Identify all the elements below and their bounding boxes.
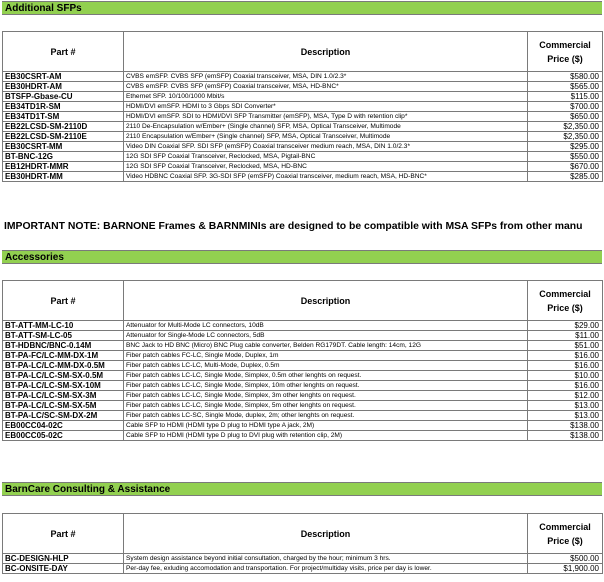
description-cell: 12G SDI SFP Coaxial Transceiver, Reclocked, MSA, HD-BNC: [124, 162, 528, 172]
price-cell: $670.00: [528, 162, 603, 172]
price-cell: $580.00: [528, 72, 603, 82]
description-cell: Video DIN Coaxial SFP. SDI SFP (emSFP) Coaxial transceiver medium reach, MSA, DIN 1.0/2.3*: [124, 142, 528, 152]
price-cell: $285.00: [528, 172, 603, 182]
description-cell: System design assistance beyond initial consultation, charged by the hour; minimum 3 hrs.: [124, 554, 528, 564]
description-cell: Video HDBNC Coaxial SFP. 3G-SDI SFP (emSFP) Coaxial transceiver, medium reach, MSA, HD-BNC*: [124, 172, 528, 182]
table-row: [3, 102, 603, 112]
table-row: [3, 361, 603, 371]
description-cell: 2110 De-Encapsulation w/Ember+ (Single channel) SFP, MSA, Optical Transceiver, Multimode: [124, 122, 528, 132]
column-header-price: Commercial Price ($): [528, 281, 603, 321]
part-number-cell: EB30CSRT-MM: [3, 142, 124, 152]
column-header-price: Commercial Price ($): [528, 32, 603, 72]
part-number-cell: BC-ONSITE-DAY: [3, 564, 124, 574]
part-number-cell: EB22LCSD-SM-2110E: [3, 132, 124, 142]
table-header-row: [3, 281, 603, 321]
price-cell: $13.00: [528, 411, 603, 421]
price-cell: $11.00: [528, 331, 603, 341]
description-cell: CVBS emSFP. CVBS SFP (emSFP) Coaxial transceiver, MSA, DIN 1.0/2.3*: [124, 72, 528, 82]
table-additional-sfps: [2, 31, 603, 182]
table-row: [3, 162, 603, 172]
part-number-cell: EB30CSRT-AM: [3, 72, 124, 82]
description-cell: Ethernet SFP. 10/100/1000 Mbit/s: [124, 92, 528, 102]
table-header-row: [3, 32, 603, 72]
table-row: [3, 351, 603, 361]
description-cell: Attenuator for Single-Mode LC connectors, 5dB: [124, 331, 528, 341]
price-cell: $565.00: [528, 82, 603, 92]
table-row: [3, 122, 603, 132]
description-cell: Fiber patch cables LC-SC, Single Mode, duplex, 2m; other lenghts on request.: [124, 411, 528, 421]
table-row: [3, 431, 603, 441]
description-cell: Per-day fee, exluding accomodation and transportation. For project/multiday visits, price per day is lower.: [124, 564, 528, 574]
description-cell: Fiber patch cables LC-LC, Single Mode, Simplex, 0.5m other lenghts on request.: [124, 371, 528, 381]
part-number-cell: BT-BNC-12G: [3, 152, 124, 162]
description-cell: Fiber patch cables LC-LC, Single Mode, Simplex, 3m other lenghts on request.: [124, 391, 528, 401]
description-cell: BNC Jack to HD BNC (Micro) BNC Plug cable converter, Belden RG179DT. Cable length: 14cm, 12G: [124, 341, 528, 351]
price-cell: $1,900.00: [528, 564, 603, 574]
column-header-part: Part #: [3, 514, 124, 554]
price-cell: $12.00: [528, 391, 603, 401]
column-header-price: Commercial Price ($): [528, 514, 603, 554]
description-cell: 2110 Encapsulation w/Ember+ (Single channel) SFP, MSA, Optical Transceiver, Multimode: [124, 132, 528, 142]
price-cell: $138.00: [528, 421, 603, 431]
important-note: IMPORTANT NOTE: BARNONE Frames & BARNMINIs are designed to be compatible with MSA SFPs from other manu: [4, 221, 583, 232]
table-row: [3, 331, 603, 341]
part-number-cell: EB30HDRT-MM: [3, 172, 124, 182]
description-cell: Fiber patch cables LC-LC, Single Mode, Simplex, 10m other lenghts on request.: [124, 381, 528, 391]
price-cell: $16.00: [528, 351, 603, 361]
table-row: [3, 142, 603, 152]
section-header-additional-sfps: Additional SFPs: [2, 1, 602, 15]
part-number-cell: BT-PA-LC/LC-SM-SX-10M: [3, 381, 124, 391]
price-cell: $2,350.00: [528, 132, 603, 142]
price-cell: $295.00: [528, 142, 603, 152]
price-cell: $16.00: [528, 361, 603, 371]
part-number-cell: BT-PA-LC/SC-SM-DX-2M: [3, 411, 124, 421]
description-cell: Fiber patch cables LC-LC, Multi-Mode, Duplex, 0.5m: [124, 361, 528, 371]
price-cell: $650.00: [528, 112, 603, 122]
column-header-description: Description: [124, 514, 528, 554]
price-cell: $138.00: [528, 431, 603, 441]
table-row: [3, 152, 603, 162]
part-number-cell: EB00CC05-02C: [3, 431, 124, 441]
description-cell: Attenuator for Multi-Mode LC connectors, 10dB: [124, 321, 528, 331]
price-cell: $2,350.00: [528, 122, 603, 132]
table-row: [3, 321, 603, 331]
part-number-cell: BT-ATT-SM-LC-05: [3, 331, 124, 341]
section-header-barncare: BarnCare Consulting & Assistance: [2, 482, 602, 496]
section-header-accessories: Accessories: [2, 250, 602, 264]
part-number-cell: EB22LCSD-SM-2110D: [3, 122, 124, 132]
table-row: [3, 172, 603, 182]
table-barncare: [2, 513, 603, 574]
part-number-cell: BT-ATT-MM-LC-10: [3, 321, 124, 331]
table-row: [3, 411, 603, 421]
part-number-cell: EB30HDRT-AM: [3, 82, 124, 92]
part-number-cell: BC-DESIGN-HLP: [3, 554, 124, 564]
price-cell: $500.00: [528, 554, 603, 564]
column-header-part: Part #: [3, 281, 124, 321]
part-number-cell: BT-PA-LC/LC-SM-SX-0.5M: [3, 371, 124, 381]
price-cell: $51.00: [528, 341, 603, 351]
part-number-cell: BT-PA-LC/LC-SM-SX-5M: [3, 401, 124, 411]
description-cell: Fiber patch cables LC-LC, Single Mode, Simplex, 5m other lenghts on request.: [124, 401, 528, 411]
table-row: [3, 421, 603, 431]
part-number-cell: EB00CC04-02C: [3, 421, 124, 431]
part-number-cell: EB34TD1T-SM: [3, 112, 124, 122]
table-row: [3, 132, 603, 142]
table-row: [3, 564, 603, 574]
table-row: [3, 401, 603, 411]
price-cell: $550.00: [528, 152, 603, 162]
description-cell: CVBS emSFP. CVBS SFP (emSFP) Coaxial transceiver, MSA, HD-BNC*: [124, 82, 528, 92]
price-cell: $10.00: [528, 371, 603, 381]
price-cell: $13.00: [528, 401, 603, 411]
column-header-part: Part #: [3, 32, 124, 72]
part-number-cell: EB12HDRT-MMR: [3, 162, 124, 172]
table-row: [3, 82, 603, 92]
part-number-cell: BTSFP-Gbase-CU: [3, 92, 124, 102]
description-cell: HDMI/DVI emSFP. SDI to HDMI/DVI SFP Transmitter (emSFP), MSA, Type D with retention clip*: [124, 112, 528, 122]
price-cell: $115.00: [528, 92, 603, 102]
table-accessories: [2, 280, 603, 441]
table-row: [3, 341, 603, 351]
column-header-description: Description: [124, 32, 528, 72]
part-number-cell: BT-PA-LC/LC-SM-SX-3M: [3, 391, 124, 401]
table-row: [3, 72, 603, 82]
description-cell: Cable SFP to HDMI (HDMI type D plug to HDMI type A jack, 2M): [124, 421, 528, 431]
table-row: [3, 112, 603, 122]
column-header-description: Description: [124, 281, 528, 321]
table-header-row: [3, 514, 603, 554]
table-row: [3, 92, 603, 102]
part-number-cell: BT-HDBNC/BNC-0.14M: [3, 341, 124, 351]
description-cell: Fiber patch cables FC-LC, Single Mode, Duplex, 1m: [124, 351, 528, 361]
part-number-cell: EB34TD1R-SM: [3, 102, 124, 112]
table-row: [3, 371, 603, 381]
part-number-cell: BT-PA-FC/LC-MM-DX-1M: [3, 351, 124, 361]
description-cell: HDMI/DVI emSFP. HDMI to 3 Gbps SDI Converter*: [124, 102, 528, 112]
description-cell: Cable SFP to HDMI (HDMI type D plug to DVI plug with retention clip, 2M): [124, 431, 528, 441]
price-cell: $16.00: [528, 381, 603, 391]
part-number-cell: BT-PA-LC/LC-MM-DX-0.5M: [3, 361, 124, 371]
table-row: [3, 381, 603, 391]
price-cell: $29.00: [528, 321, 603, 331]
price-cell: $700.00: [528, 102, 603, 112]
description-cell: 12G SDI SFP Coaxial Transceiver, Reclocked, MSA, Pigtail-BNC: [124, 152, 528, 162]
table-row: [3, 391, 603, 401]
table-row: [3, 554, 603, 564]
